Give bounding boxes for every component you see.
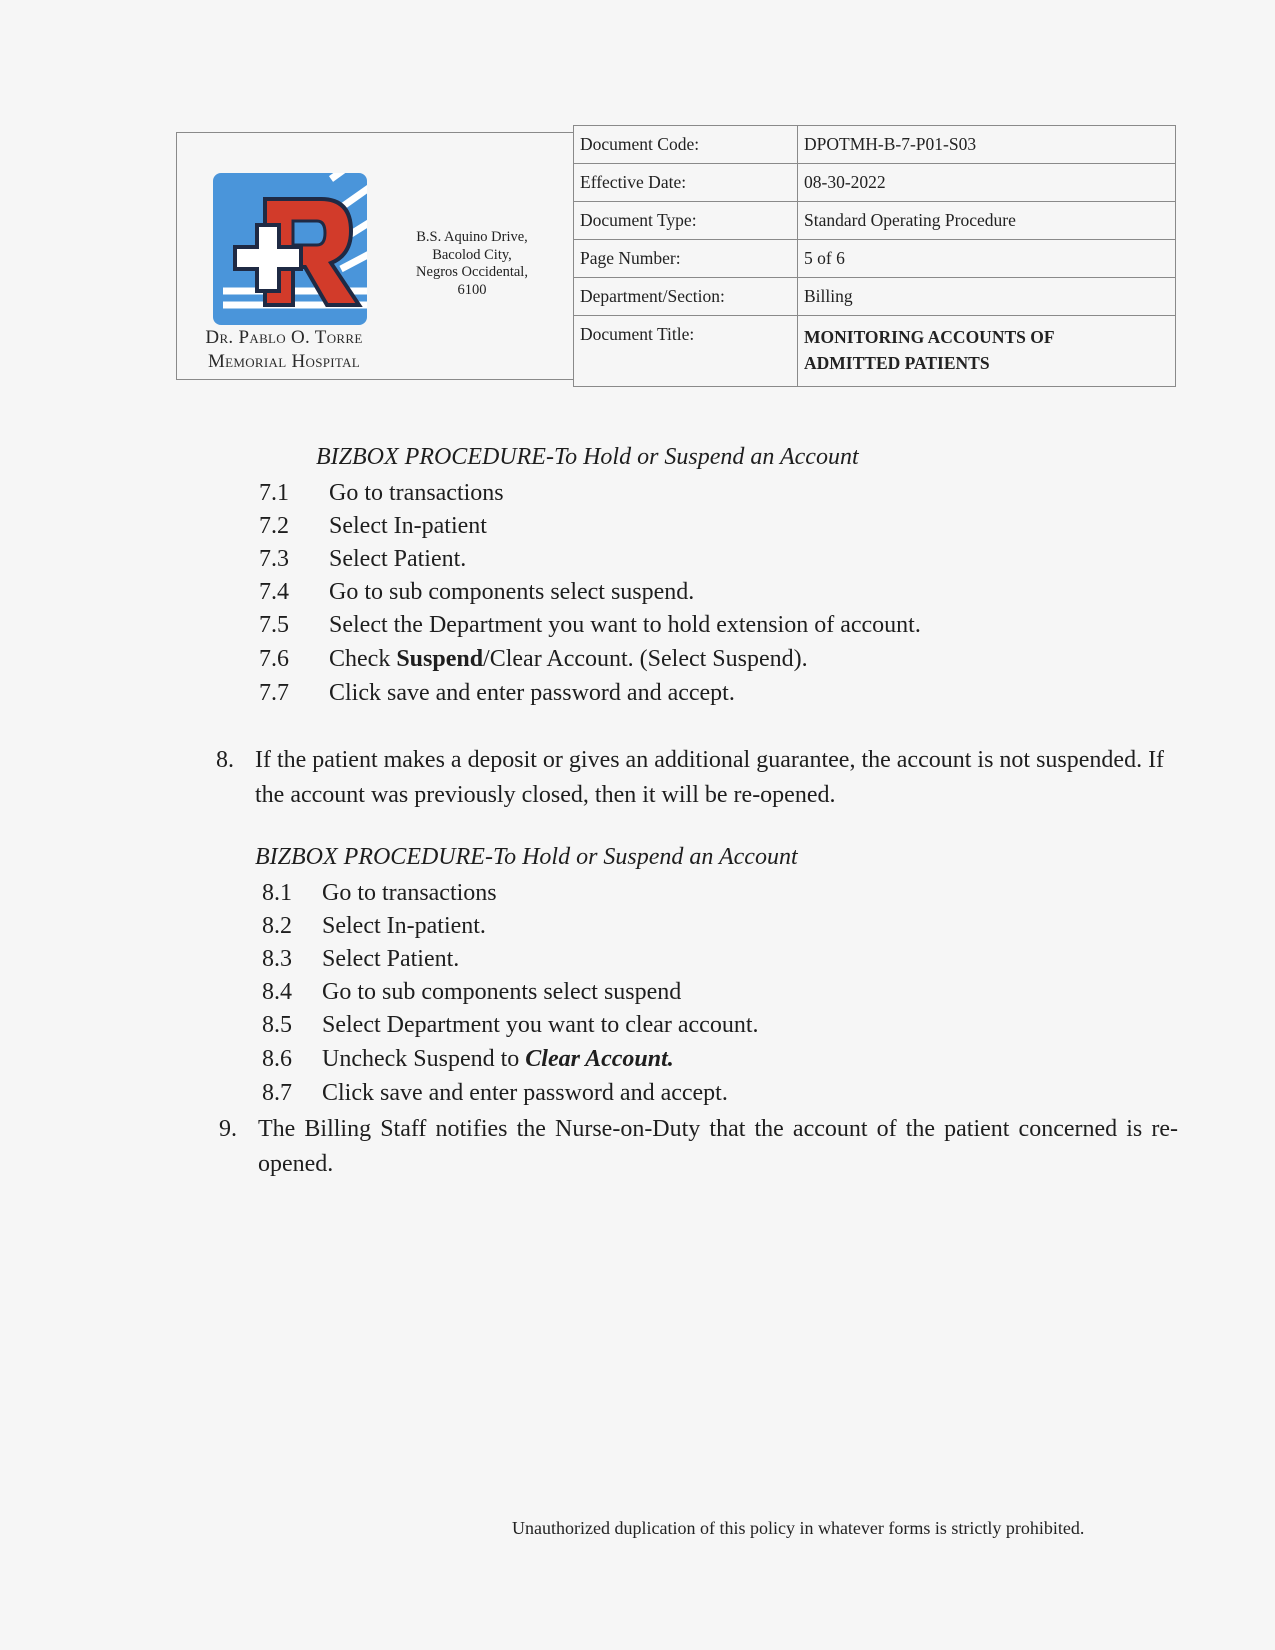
meta-row	[574, 126, 1176, 164]
step-text: Select Patient.	[322, 946, 460, 972]
item-text: The Billing Staff notifies the Nurse-on-Duty that the account of the patient concerned is re-opened.	[258, 1116, 1178, 1177]
meta-row	[574, 164, 1176, 202]
address-line: B.S. Aquino Drive,	[416, 229, 528, 245]
address-line: Negros Occidental,	[416, 264, 528, 280]
step-number: 7.3	[259, 546, 289, 572]
step-number: 7.6	[259, 646, 289, 672]
step-text: Click save and enter password and accept.	[322, 1080, 728, 1106]
item-text: If the patient makes a deposit or gives an additional guarantee, the account is not suspended. If the account was previously closed, then it will be re-opened.	[255, 747, 1165, 808]
step-number: 8.2	[262, 913, 292, 939]
step-text: Uncheck Suspend to Clear Account.	[322, 1046, 674, 1072]
step-text: Check Suspend/Clear Account. (Select Suspend).	[329, 646, 808, 672]
document-title-line: ADMITTED PATIENTS	[804, 353, 990, 373]
step-text: Click save and enter password and accept.	[329, 680, 735, 706]
hospital-name-line2: Memorial Hospital	[207, 351, 361, 372]
meta-value: 08-30-2022	[798, 164, 1176, 202]
step-number: 7.2	[259, 513, 289, 539]
step-number: 7.1	[259, 480, 289, 506]
step-text: Go to transactions	[322, 880, 497, 906]
meta-label: Page Number:	[574, 240, 798, 278]
meta-row	[574, 202, 1176, 240]
meta-value: Billing	[798, 278, 1176, 316]
meta-row	[574, 240, 1176, 278]
item-number: 8.	[216, 747, 234, 773]
emphasis-bold: Suspend	[396, 646, 484, 672]
step-number: 8.6	[262, 1046, 292, 1072]
meta-label: Department/Section:	[574, 278, 798, 316]
meta-value: 5 of 6	[798, 240, 1176, 278]
step-number: 7.5	[259, 612, 289, 638]
step-text: Select Department you want to clear account.	[322, 1012, 759, 1038]
step-number: 7.4	[259, 579, 289, 605]
meta-value: Standard Operating Procedure	[798, 202, 1176, 240]
meta-label: Effective Date:	[574, 164, 798, 202]
step-number: 8.5	[262, 1012, 292, 1038]
step-text: Go to sub components select suspend.	[329, 579, 695, 605]
step-number: 8.7	[262, 1080, 292, 1106]
address-line: Bacolod City,	[432, 246, 512, 263]
meta-label: Document Type:	[574, 202, 798, 240]
procedure-title: BIZBOX PROCEDURE-To Hold or Suspend an Account	[316, 444, 859, 470]
hospital-address	[399, 229, 545, 299]
step-text: Go to sub components select suspend	[322, 979, 682, 1005]
hospital-name	[177, 326, 391, 374]
header-logo-box	[176, 132, 574, 380]
document-title-line: MONITORING ACCOUNTS OF	[804, 327, 1055, 347]
step-text: Select In-patient.	[322, 913, 486, 939]
footer-notice: Unauthorized duplication of this policy in whatever forms is strictly prohibited.	[512, 1518, 1085, 1538]
document-title	[798, 316, 1176, 387]
meta-label: Document Title:	[574, 316, 798, 387]
emphasis-bold-italic: Clear Account.	[525, 1046, 674, 1072]
step-number: 7.7	[259, 680, 289, 706]
step-text: Select In-patient	[329, 513, 487, 539]
meta-row	[574, 278, 1176, 316]
address-line: 6100	[457, 281, 487, 298]
hospital-logo-icon	[213, 173, 367, 325]
item-number: 9.	[219, 1116, 237, 1142]
step-number: 8.1	[262, 880, 292, 906]
step-number: 8.3	[262, 946, 292, 972]
meta-value: DPOTMH-B-7-P01-S03	[798, 126, 1176, 164]
step-text: Select Patient.	[329, 546, 467, 572]
meta-row-title	[574, 316, 1176, 387]
step-text: Select the Department you want to hold extension of account.	[329, 612, 921, 638]
meta-label: Document Code:	[574, 126, 798, 164]
step-number: 8.4	[262, 979, 292, 1005]
step-text: Go to transactions	[329, 480, 504, 506]
hospital-name-line1: Dr. Pablo O. Torre	[205, 327, 363, 348]
procedure-title: BIZBOX PROCEDURE-To Hold or Suspend an Account	[255, 844, 798, 870]
document-meta-table	[573, 125, 1176, 387]
